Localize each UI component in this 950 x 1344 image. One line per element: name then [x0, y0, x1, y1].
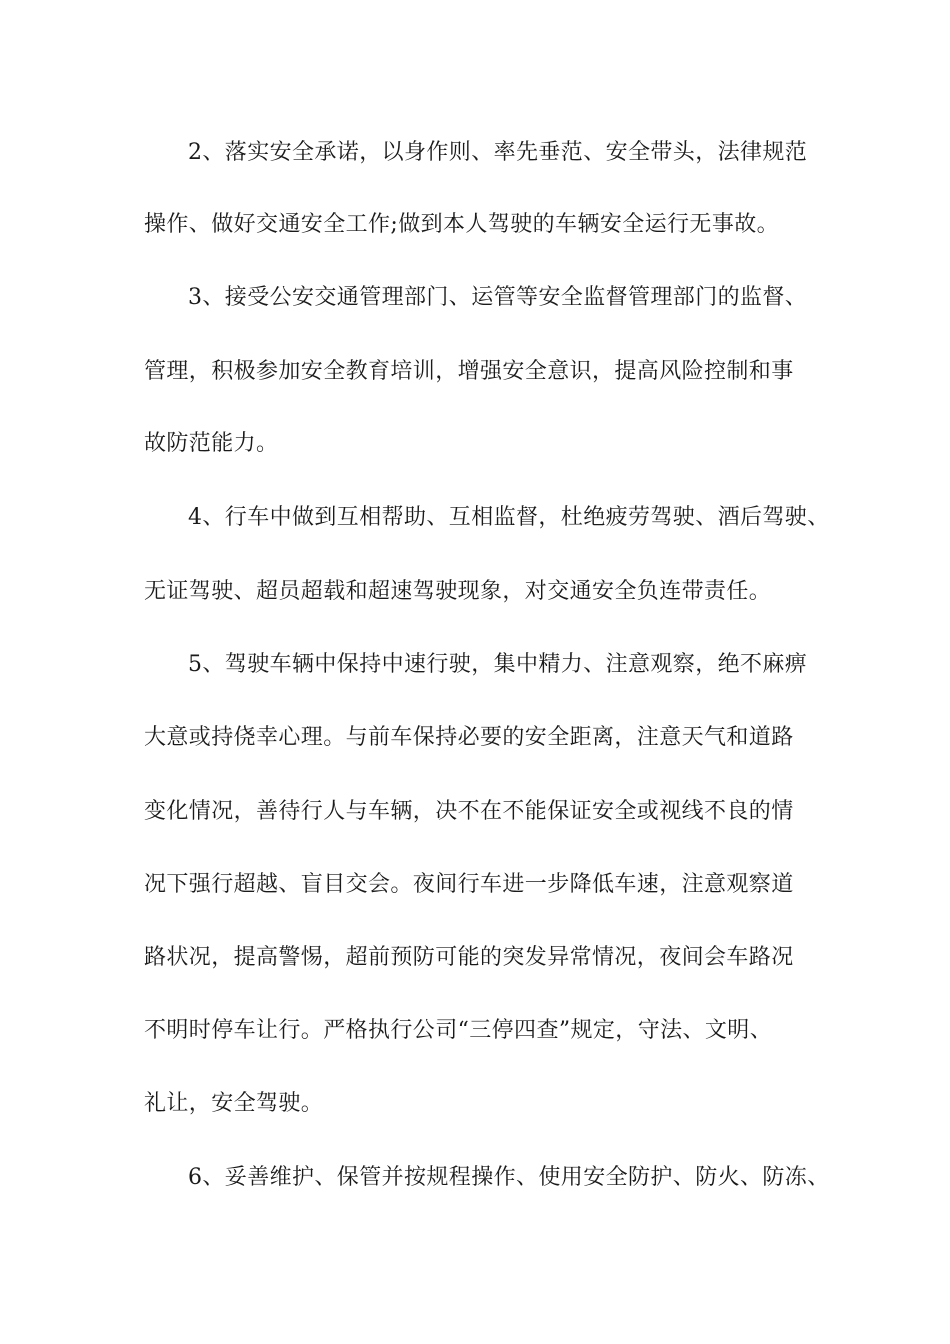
- text-line: 2、落实安全承诺，以身作则、率先垂范、安全带头，法律规范: [188, 140, 808, 165]
- text-line: 礼让，安全驾驶。: [144, 1091, 324, 1116]
- text-line: 不明时停车让行。严格执行公司“三停四查”规定，守法、文明、: [144, 1018, 773, 1043]
- text-line: 路状况，提高警惕，超前预防可能的突发异常情况，夜间会车路况: [144, 945, 794, 970]
- text-line: 操作、做好交通安全工作;做到本人驾驶的车辆安全运行无事故。: [144, 212, 780, 237]
- text-line: 无证驾驶、超员超载和超速驾驶现象，对交通安全负连带责任。: [144, 579, 772, 604]
- text-line: 故防范能力。: [144, 431, 279, 456]
- text-line: 6、妥善维护、保管并按规程操作、使用安全防护、防火、防冻、: [188, 1165, 830, 1190]
- text-line: 大意或持侥幸心理。与前车保持必要的安全距离，注意天气和道路: [144, 725, 794, 750]
- text-line: 3、接受公安交通管理部门、运管等安全监督管理部门的监督、: [188, 285, 808, 310]
- text-line: 5、驾驶车辆中保持中速行驶，集中精力、注意观察，绝不麻痹: [188, 652, 808, 677]
- text-line: 况下强行超越、盲目交会。夜间行车进一步降低车速，注意观察道: [144, 872, 794, 897]
- text-line: 4、行车中做到互相帮助、互相监督，杜绝疲劳驾驶、酒后驾驶、: [188, 505, 830, 530]
- text-line: 变化情况，善待行人与车辆，决不在不能保证安全或视线不良的情: [144, 799, 794, 824]
- text-line: 管理，积极参加安全教育培训，增强安全意识，提高风险控制和事: [144, 359, 794, 384]
